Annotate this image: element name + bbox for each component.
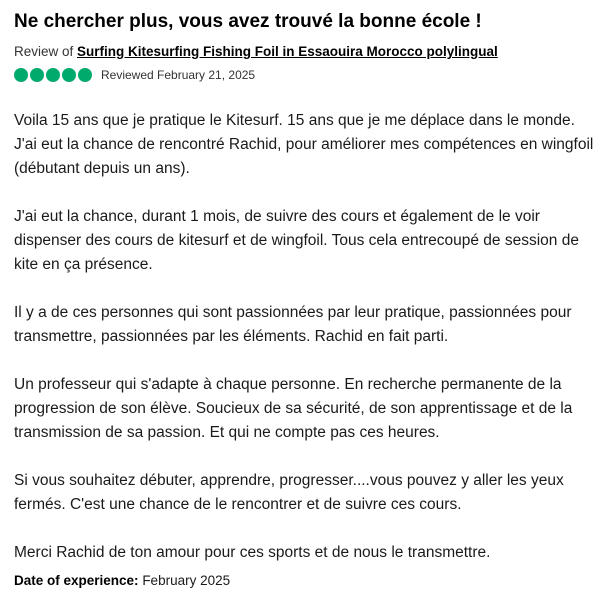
rating-bubble-icon bbox=[14, 68, 28, 82]
review-of-prefix: Review of bbox=[14, 44, 78, 59]
review-paragraph: Si vous souhaitez débuter, apprendre, progresser....vous pouvez y aller les yeux fermés. C'est une chance de le rencontrer et de suivre ces cours. bbox=[14, 472, 564, 513]
date-of-experience bbox=[14, 573, 599, 588]
review-paragraph: Voila 15 ans que je pratique le Kitesurf. 15 ans que je me déplace dans le monde. J'ai eut la chance de rencontré Rachid, pour améliorer mes compétences en wingfoil (débutant depuis un ans). bbox=[14, 112, 594, 177]
date-of-experience-label: Date of experience: bbox=[14, 573, 139, 588]
review-paragraph: Il y a de ces personnes qui sont passionnées par leur pratique, passionnées pour transmettre, passionnées par les éléments. Rachid en fait parti. bbox=[14, 304, 572, 345]
rating-bubble-icon bbox=[46, 68, 60, 82]
review-of-link[interactable]: Surfing Kitesurfing Fishing Foil in Essaouira Morocco polylingual bbox=[77, 44, 498, 59]
review-body bbox=[14, 109, 599, 565]
review-paragraph: Un professeur qui s'adapte à chaque personne. En recherche permanente de la progression de son élève. Soucieux de sa sécurité, de son apprentissage et de la transmission de sa passion. Et qui ne compte pas ces heures. bbox=[14, 376, 573, 441]
review-paragraph: Merci Rachid de ton amour pour ces sports et de nous le transmettre. bbox=[14, 544, 491, 561]
review-paragraph: J'ai eut la chance, durant 1 mois, de suivre des cours et également de le voir dispenser des cours de kitesurf et de wingfoil. Tous cela entrecoupé de session de kite en ça présence. bbox=[14, 208, 579, 273]
rating-bubble-icon bbox=[62, 68, 76, 82]
rating-row bbox=[14, 67, 599, 83]
rating-bubbles bbox=[14, 68, 92, 82]
review-of-line bbox=[14, 43, 599, 61]
rating-bubble-icon bbox=[30, 68, 44, 82]
reviewed-date: Reviewed February 21, 2025 bbox=[101, 68, 256, 82]
rating-bubble-icon bbox=[78, 68, 92, 82]
review-title: Ne chercher plus, vous avez trouvé la bonne école ! bbox=[14, 11, 482, 32]
date-of-experience-value: February 2025 bbox=[142, 573, 231, 588]
